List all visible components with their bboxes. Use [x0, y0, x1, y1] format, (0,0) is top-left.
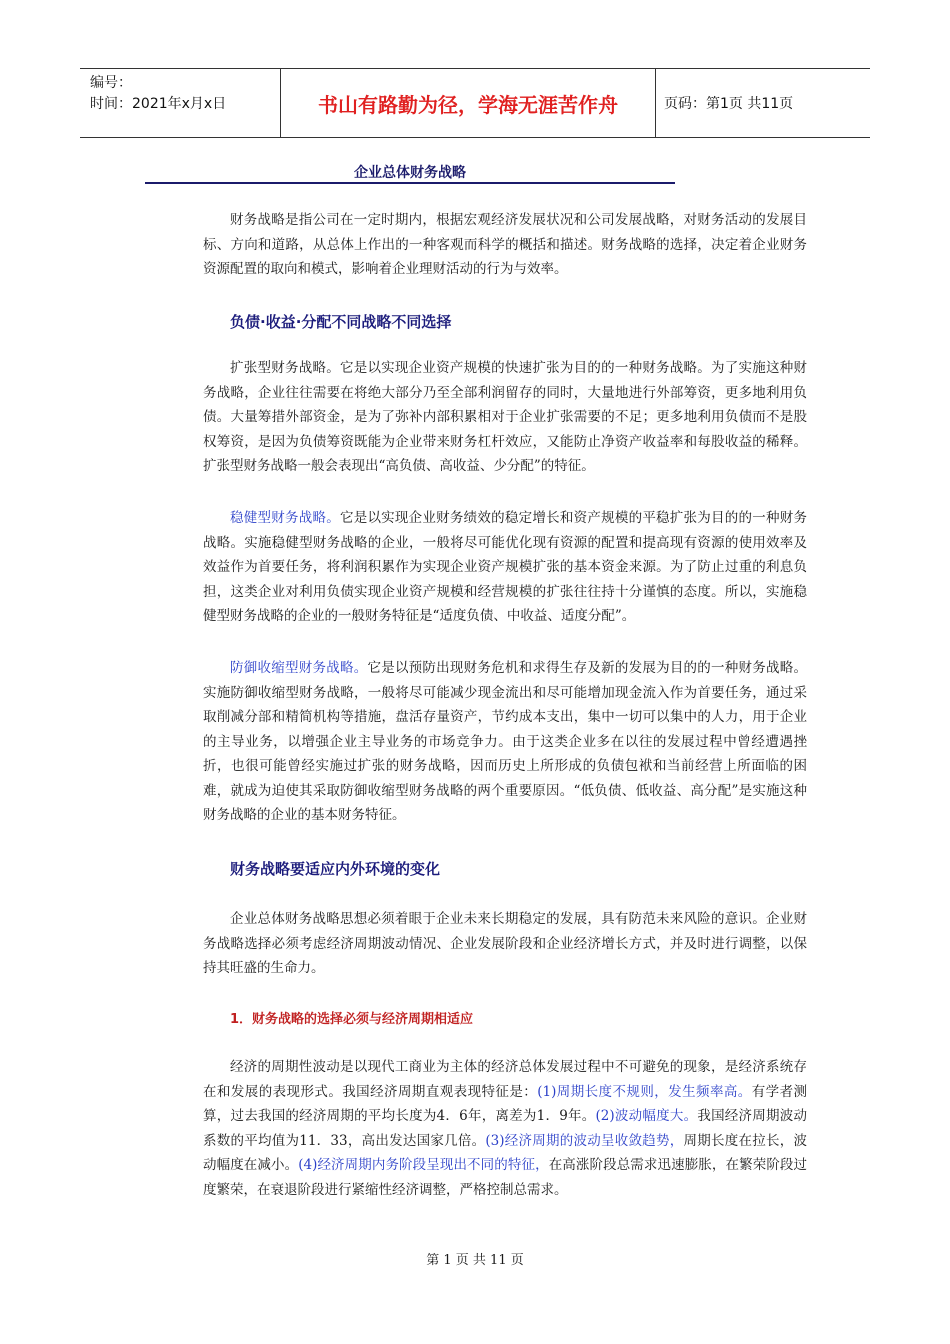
header-page-info: 页码：第1页 共11页	[664, 96, 794, 112]
environment-paragraph: 企业总体财务战略思想必须着眼于企业未来长期稳定的发展，具有防范未来风险的意识。企业财务战略选择必须考虑经济周期波动情况、企业发展阶段和企业经济增长方式，并及时进行调整，以保持其旺盛的生命力。	[203, 911, 807, 976]
page-footer: 第 1 页 共 11 页	[426, 1253, 524, 1268]
cycle-text-5: 在高涨阶段总需求迅速膨胀，在繁荣阶段过度繁荣，在衰退阶段进行紧缩性经济调整，严格控制总需求。	[203, 1157, 808, 1198]
header-meta	[80, 69, 280, 137]
document-title: 企业总体财务战略	[354, 165, 466, 181]
title-underline	[145, 182, 675, 184]
defensive-strategy-paragraph	[203, 656, 807, 828]
defensive-strategy-text: 它是以预防出现财务危机和求得生存及新的发展为目的的一种财务战略。实施防御收缩型财务战略，一般将尽可能减少现金流出和尽可能增加现金流入作为首要任务，通过采取削减分部和精简机构等措施，盘活存量资产，节约成本支出，集中一切可以集中的人力，用于企业的主导业务，以增强企业主导业务的市场竞争力。由于这类企业多在以往的发展过程中曾经遭遇挫折，也很可能曾经实施过扩张的财务战略，因而历史上所形成的负债包袱和当前经营上所面临的困难，就成为迫使其采取防御收缩型财务战略的两个重要原因。“低负债、低收益、高分配”是实施这种财务战略的企业的基本财务特征。	[203, 660, 808, 823]
stable-strategy-paragraph	[203, 506, 807, 629]
stable-strategy-term: 稳健型财务战略。	[230, 510, 340, 526]
cycle-feature-2: (2)波动幅度大。	[595, 1108, 698, 1124]
cycle-text-2: 有学者测算，过去我国的经济周期的平均长度为4．6年，离差为1．9年。	[203, 1083, 808, 1124]
cycle-feature-1: (1)周期长度不规则，发生频率高。	[537, 1083, 752, 1100]
cycle-feature-3: (3)经济周期的波动呈收敛趋势，	[485, 1132, 684, 1149]
intro-paragraph: 财务战略是指公司在一定时期内，根据宏观经济发展状况和公司发展战略，对财务活动的发展目标、方向和道路，从总体上作出的一种客观而科学的概括和描述。财务战略的选择，决定着企业财务资源配置的取向和模式，影响着企业理财活动的行为与效率。	[203, 212, 807, 277]
defensive-strategy-term: 防御收缩型财务战略。	[230, 660, 368, 676]
section-heading-environment: 财务战略要适应内外环境的变化	[230, 860, 441, 878]
header-motto: 书山有路勤为径，学海无涯苦作舟	[280, 69, 656, 137]
cycle-text-4: 周期长度在拉长，波动幅度在减小。	[203, 1132, 808, 1173]
cycle-text-3: 我国经济周期波动系数的平均值为11．33，高出发达国家几倍。	[203, 1108, 808, 1149]
document-number-label: 编号：	[90, 75, 132, 91]
cycle-text-intro: 经济的周期性波动是以现代工商业为主体的经济总体发展过程中不可避免的现象，是经济系统存在和发展的表现形式。我国经济周期直观表现特征是：	[203, 1059, 807, 1100]
cycle-feature-4: (4)经济周期内务阶段呈现出不同的特征，	[298, 1157, 549, 1173]
document-date: 时间：2021年x月x日	[90, 96, 227, 112]
page-header	[80, 68, 870, 138]
subsection-heading-economic-cycle: 1．财务战略的选择必须与经济周期相适应	[230, 1012, 474, 1027]
expansion-strategy-paragraph: 扩张型财务战略。它是以实现企业资产规模的快速扩张为目的的一种财务战略。为了实施这种财务战略，企业往往需要在将绝大部分乃至全部利润留存的同时，大量地进行外部筹资，更多地利用负债。大量筹措外部资金，是为了弥补内部积累相对于企业扩张需要的不足；更多地利用负债而不是股权筹资，是因为负债筹资既能为企业带来财务杠杆效应，又能防止净资产收益率和每股收益的稀释。扩张型财务战略一般会表现出“高负债、高收益、少分配”的特征。	[203, 360, 807, 474]
economic-cycle-paragraph	[203, 1055, 807, 1202]
stable-strategy-text: 它是以实现企业财务绩效的稳定增长和资产规模的平稳扩张为目的的一种财务战略。实施稳健型财务战略的企业，一般将尽可能优化现有资源的配置和提高现有资源的使用效率及效益作为首要任务，将利润积累作为实现企业资产规模扩张的基本资金来源。为了防止过重的利息负担，这类企业对利用负债实现企业资产规模和经营规模的扩张往往持十分谨慎的态度。所以，实施稳健型财务战略的企业的一般财务特征是“适度负债、中收益、适度分配”。	[203, 510, 808, 624]
section-heading-strategies: 负债·收益·分配不同战略不同选择	[230, 313, 452, 331]
